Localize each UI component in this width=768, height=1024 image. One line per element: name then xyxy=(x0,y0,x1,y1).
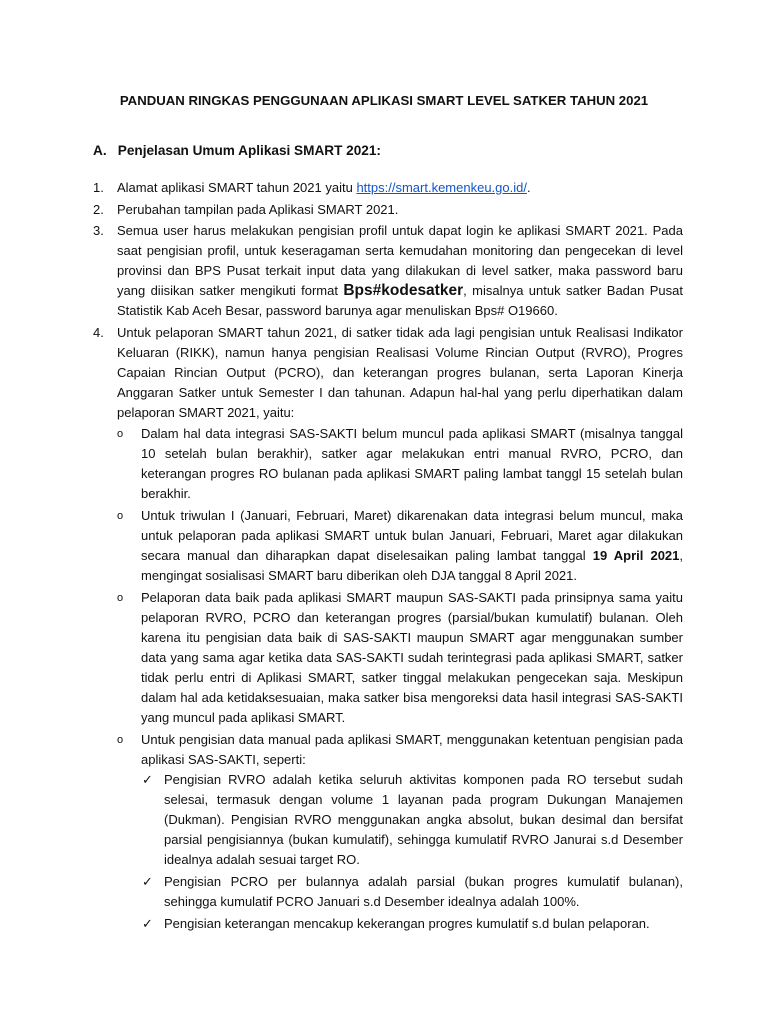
item-text-end: , misalnya untuk satker Badan Pusat Statistik Kab Aceh Besar, password barunya agar menuliskan Bps# O19660. xyxy=(117,283,683,318)
bullet-icon: o xyxy=(117,427,124,440)
bullet-icon: o xyxy=(117,733,124,746)
item-text: Alamat aplikasi SMART tahun 2021 yaitu xyxy=(117,180,357,195)
checkmark-icon: ✓ xyxy=(142,915,153,931)
sub-item-4 xyxy=(117,730,683,934)
check-item-2 xyxy=(141,872,683,912)
item-number: 1. xyxy=(93,180,104,195)
sub-item-2 xyxy=(117,506,683,586)
list-item-4 xyxy=(93,323,683,934)
sub-item-text: Pelaporan data baik pada aplikasi SMART maupun SAS-SAKTI pada prinsipnya sama yaitu pelaporan RVRO, PCRO dan keterangan progres (parsial/bukan kumulatif) bulanan. Oleh karena itu pengisian data baik di SAS-SAKTI maupun SMART agar menggunakan sumber data yang sama agar ketika data SAS-SAKTI sudah terintegrasi pada aplikasi SMART, satker tidak perlu entri di Aplikasi SMART, satker tinggal melakukan pengecekan saja. Meskipun dalam hal ada ketidaksesuaian, maka satker bisa mengoreksi data hasil integrasi SAS-SAKTI yang muncul pada aplikasi SMART. xyxy=(141,589,683,725)
sub-item-text: Untuk triwulan I (Januari, Februari, Maret) dikarenakan data integrasi belum muncul, maka untuk pelaporan pada aplikasi SMART untuk bulan Januari, Februari, Maret agar dilakukan secara manual dan diharapkan dapat diselesaikan paling lambat tanggal xyxy=(141,507,683,563)
deadline-date: 19 April 2021 xyxy=(592,547,680,563)
numbered-list xyxy=(93,178,683,936)
list-item-2 xyxy=(93,200,683,220)
document-title: PANDUAN RINGKAS PENGGUNAAN APLIKASI SMART LEVEL SATKER TAHUN 2021 xyxy=(119,93,649,108)
item-text-end: . xyxy=(526,180,531,195)
section-heading xyxy=(93,143,381,158)
sub-item-text: Untuk pengisian data manual pada aplikasi SMART, menggunakan ketentuan pengisian pada aplikasi SAS-SAKTI, seperti: xyxy=(141,731,683,767)
bullet-icon: o xyxy=(117,509,124,522)
sub-item-text: Dalam hal data integrasi SAS-SAKTI belum muncul pada aplikasi SMART (misalnya tanggal 10 setelah bulan berakhir), satker agar melakukan entri manual RVRO, PCRO, dan keterangan progres RO bulanan pada aplikasi SMART paling lambat tanggl 15 setelah bulan berakhir. xyxy=(141,425,683,501)
bullet-icon: o xyxy=(117,591,124,604)
checkmark-icon: ✓ xyxy=(142,873,153,889)
sub-item-1 xyxy=(117,424,683,504)
smart-url-link[interactable]: https://smart.kemenkeu.go.id/ xyxy=(356,180,527,195)
item-number: 3. xyxy=(93,223,104,238)
check-item-text: Pengisian RVRO adalah ketika seluruh aktivitas komponen pada RO tersebut sudah selesai, termasuk dengan volume 1 layanan pada program Dukungan Manajemen (Dukman). Pengisian RVRO menggunakan angka absolut, bukan desimal dan bersifat parsial pengisiannya (bukan kumulatif), sehingga kumulatif RVRO Janurai s.d Desember idealnya adalah sesuai target RO. xyxy=(164,771,683,867)
list-item-3 xyxy=(93,221,683,321)
password-format: Bps#kodesatker xyxy=(343,282,464,299)
section-label: A. xyxy=(93,143,107,158)
item-text: Perubahan tampilan pada Aplikasi SMART 2021. xyxy=(117,201,399,217)
item-number: 2. xyxy=(93,201,104,217)
check-item-3 xyxy=(141,914,683,934)
sub-item-text-end: , mengingat sosialisasi SMART baru diberikan oleh DJA tanggal 8 April 2021. xyxy=(141,547,684,583)
check-item-text: Pengisian PCRO per bulannya adalah parsial (bukan progres kumulatif bulanan), sehingga kumulatif PCRO Januari s.d Desember idealnya adalah 100%. xyxy=(164,873,683,909)
check-item-text: Pengisian keterangan mencakup kekerangan progres kumulatif s.d bulan pelaporan. xyxy=(164,915,650,931)
item-number: 4. xyxy=(93,324,104,340)
sub-item-3 xyxy=(117,588,683,728)
item-text: Semua user harus melakukan pengisian profil untuk dapat login ke aplikasi SMART 2021. Pada saat pengisian profil, untuk keseragaman serta kemudahan monitoring dan pengecekan di level provinsi dan BPS Pusat terkait input data yang dilakukan di level satker, maka password baru yang diisikan satker mengikuti format xyxy=(117,223,683,298)
list-item-1 xyxy=(93,178,683,198)
checkmark-icon: ✓ xyxy=(142,771,153,787)
check-item-1 xyxy=(141,770,683,870)
section-text: Penjelasan Umum Aplikasi SMART 2021: xyxy=(117,143,381,158)
item-text: Untuk pelaporan SMART tahun 2021, di satker tidak ada lagi pengisian untuk Realisasi Indikator Keluaran (RIKK), namun hanya pengisian Realisasi Volume Rincian Output (RVRO), Progres Capaian Rincian Output (PCRO), dan keterangan progres bulanan, serta Laporan Kinerja Anggaran Satker untuk Semester I dan tahunan. Adapun hal-hal yang perlu diperhatikan dalam pelaporan SMART 2021, yaitu: xyxy=(117,324,683,420)
